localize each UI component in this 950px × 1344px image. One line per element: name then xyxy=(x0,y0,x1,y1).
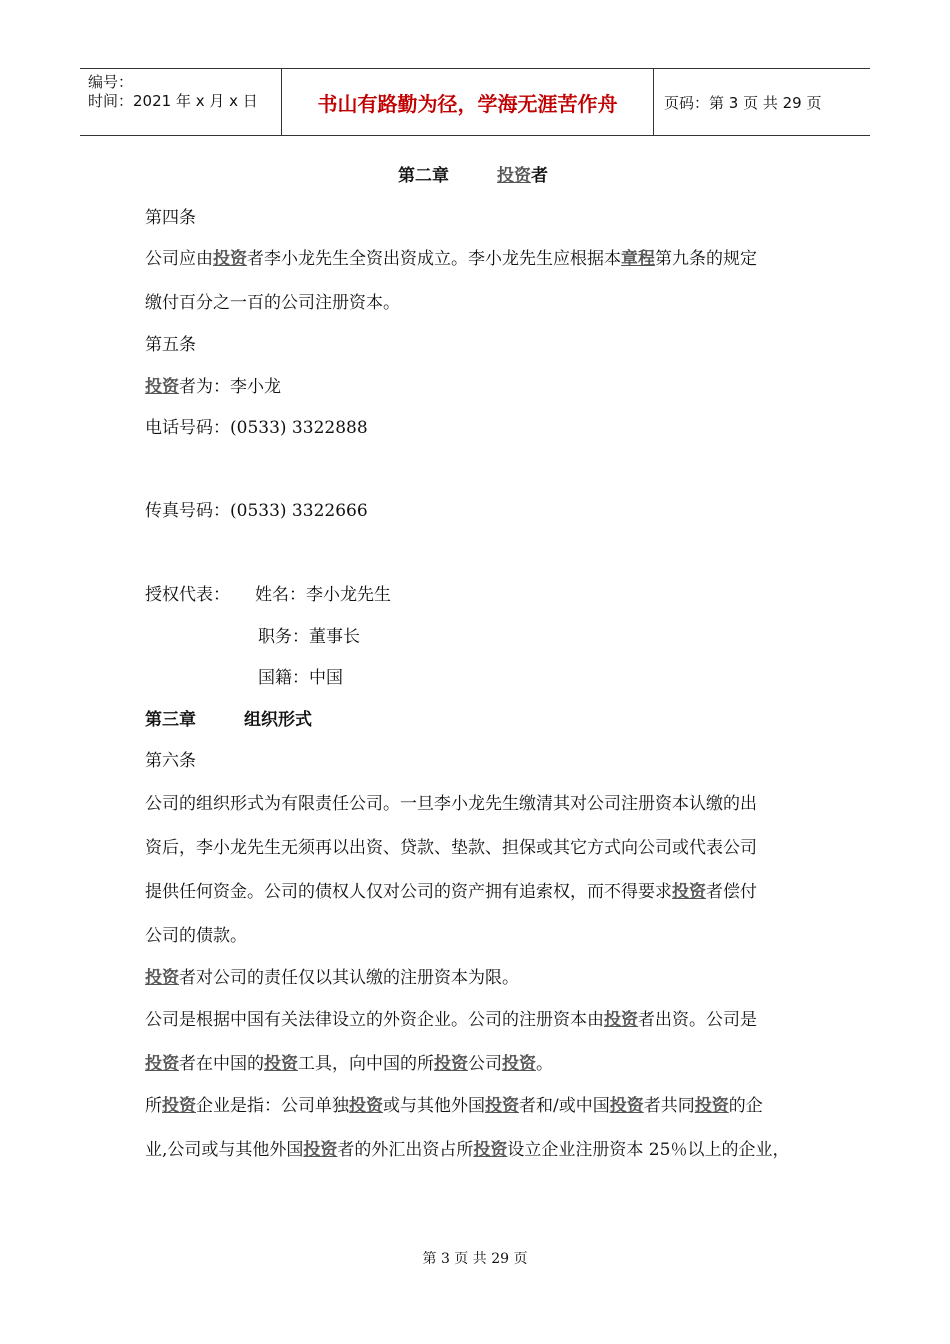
text-span: 的企 xyxy=(728,1096,763,1116)
rep-label: 授权代表： xyxy=(145,585,230,605)
keyword-link[interactable]: 投资 xyxy=(303,1140,338,1160)
text-span: 公司是根据中国有关法律设立的外资企业。公司的注册资本由 xyxy=(145,1010,604,1030)
text-span: 者出资。公司是 xyxy=(638,1010,757,1030)
keyword-link[interactable]: 投资 xyxy=(349,1096,383,1116)
article6-p2 xyxy=(145,963,519,988)
rep-name: 姓名：李小龙先生 xyxy=(255,585,391,605)
header-number: 编号： xyxy=(88,73,134,91)
text-span: 提供任何资金。公司的债权人仅对公司的资产拥有追索权，而不得要求 xyxy=(145,882,672,902)
article6-p1-line1: 公司的组织形式为有限责任公司。一旦李小龙先生缴清其对公司注册资本认缴的出 xyxy=(145,794,757,814)
text-span: 第九条的规定 xyxy=(655,249,757,269)
chapter2-number: 第二章 xyxy=(398,166,449,186)
keyword-link[interactable]: 投资 xyxy=(145,1054,179,1074)
text-span: 公司应由 xyxy=(145,249,213,269)
keyword-link[interactable]: 投资 xyxy=(672,882,706,902)
fax-line: 传真号码：(0533) 3322666 xyxy=(145,501,368,521)
text-span: 工具，向中国的所 xyxy=(298,1054,434,1074)
keyword-link[interactable]: 投资 xyxy=(264,1054,298,1074)
article6-title: 第六条 xyxy=(145,751,196,771)
phone-line: 电话号码：(0533) 3322888 xyxy=(145,418,368,438)
text-span: 者共同 xyxy=(643,1096,695,1116)
keyword-link[interactable]: 章程 xyxy=(621,249,655,269)
text-span: 设立企业注册资本 25％以上的企业， xyxy=(507,1140,790,1160)
rep-title: 职务：董事长 xyxy=(258,627,360,647)
page-header xyxy=(80,68,870,136)
header-meta xyxy=(80,69,282,135)
rep-nationality: 国籍：中国 xyxy=(258,668,343,688)
text-span: 者对公司的责任仅以其认缴的注册资本为限。 xyxy=(179,968,519,988)
keyword-link[interactable]: 投资 xyxy=(502,1054,536,1074)
keyword-link[interactable]: 投资 xyxy=(162,1096,196,1116)
keyword-link[interactable]: 投资 xyxy=(434,1054,468,1074)
chapter3-number: 第三章 xyxy=(145,710,196,730)
text-span: 者和/或中国 xyxy=(519,1096,610,1116)
text-span: 企业是指：公司单独 xyxy=(196,1096,349,1116)
text-span: 业,公司或与其他外国 xyxy=(145,1140,304,1160)
article4-line2: 缴付百分之一百的公司注册资本。 xyxy=(145,293,400,313)
keyword-link[interactable]: 投资 xyxy=(485,1096,519,1116)
text-span: 者为：李小龙 xyxy=(179,377,281,397)
header-page-info: 页码：第 3 页 共 29 页 xyxy=(664,93,822,112)
text-span: 公司 xyxy=(468,1054,502,1074)
keyword-link[interactable]: 投资 xyxy=(497,166,531,186)
investor-name-line xyxy=(145,372,281,397)
page-footer: 第 3 页 共 29 页 xyxy=(422,1251,528,1267)
text-span: 。 xyxy=(536,1054,553,1074)
article6-p1-line3 xyxy=(145,877,757,902)
keyword-link[interactable]: 投资 xyxy=(694,1096,729,1116)
article6-p4-line2 xyxy=(145,1135,789,1160)
text-span: 者李小龙先生全资出资成立。李小龙先生应根据本 xyxy=(247,249,621,269)
text-span: 所 xyxy=(145,1096,162,1116)
article5-title: 第五条 xyxy=(145,335,196,355)
text-span: 者偿付 xyxy=(706,882,757,902)
chapter3-heading xyxy=(145,705,312,730)
text-span: 者在中国的 xyxy=(179,1054,264,1074)
chapter2-heading xyxy=(398,161,548,186)
keyword-link[interactable]: 投资 xyxy=(473,1140,508,1160)
article6-p4-line1 xyxy=(145,1091,763,1116)
text-span: 者的外汇出资占所 xyxy=(337,1140,474,1160)
article6-p1-line2: 资后，李小龙先生无须再以出资、贷款、垫款、担保或其它方式向公司或代表公司 xyxy=(145,838,757,858)
article6-p3-line2 xyxy=(145,1049,553,1074)
keyword-link[interactable]: 投资 xyxy=(145,968,179,988)
chapter2-title-rest: 者 xyxy=(531,166,548,186)
text-span: 或与其他外国 xyxy=(383,1096,485,1116)
chapter3-title: 组织形式 xyxy=(244,710,312,730)
header-date: 时间：2021 年 x 月 x 日 xyxy=(88,92,258,110)
header-motto: 书山有路勤为径，学海无涯苦作舟 xyxy=(282,69,654,135)
keyword-link[interactable]: 投资 xyxy=(604,1010,638,1030)
keyword-link[interactable]: 投资 xyxy=(145,377,179,397)
article4-title: 第四条 xyxy=(145,208,196,228)
article6-p3-line1 xyxy=(145,1005,757,1030)
article4-line1 xyxy=(145,244,757,269)
keyword-link[interactable]: 投资 xyxy=(213,249,247,269)
keyword-link[interactable]: 投资 xyxy=(609,1096,644,1116)
article6-p1-line4: 公司的债款。 xyxy=(145,926,247,946)
